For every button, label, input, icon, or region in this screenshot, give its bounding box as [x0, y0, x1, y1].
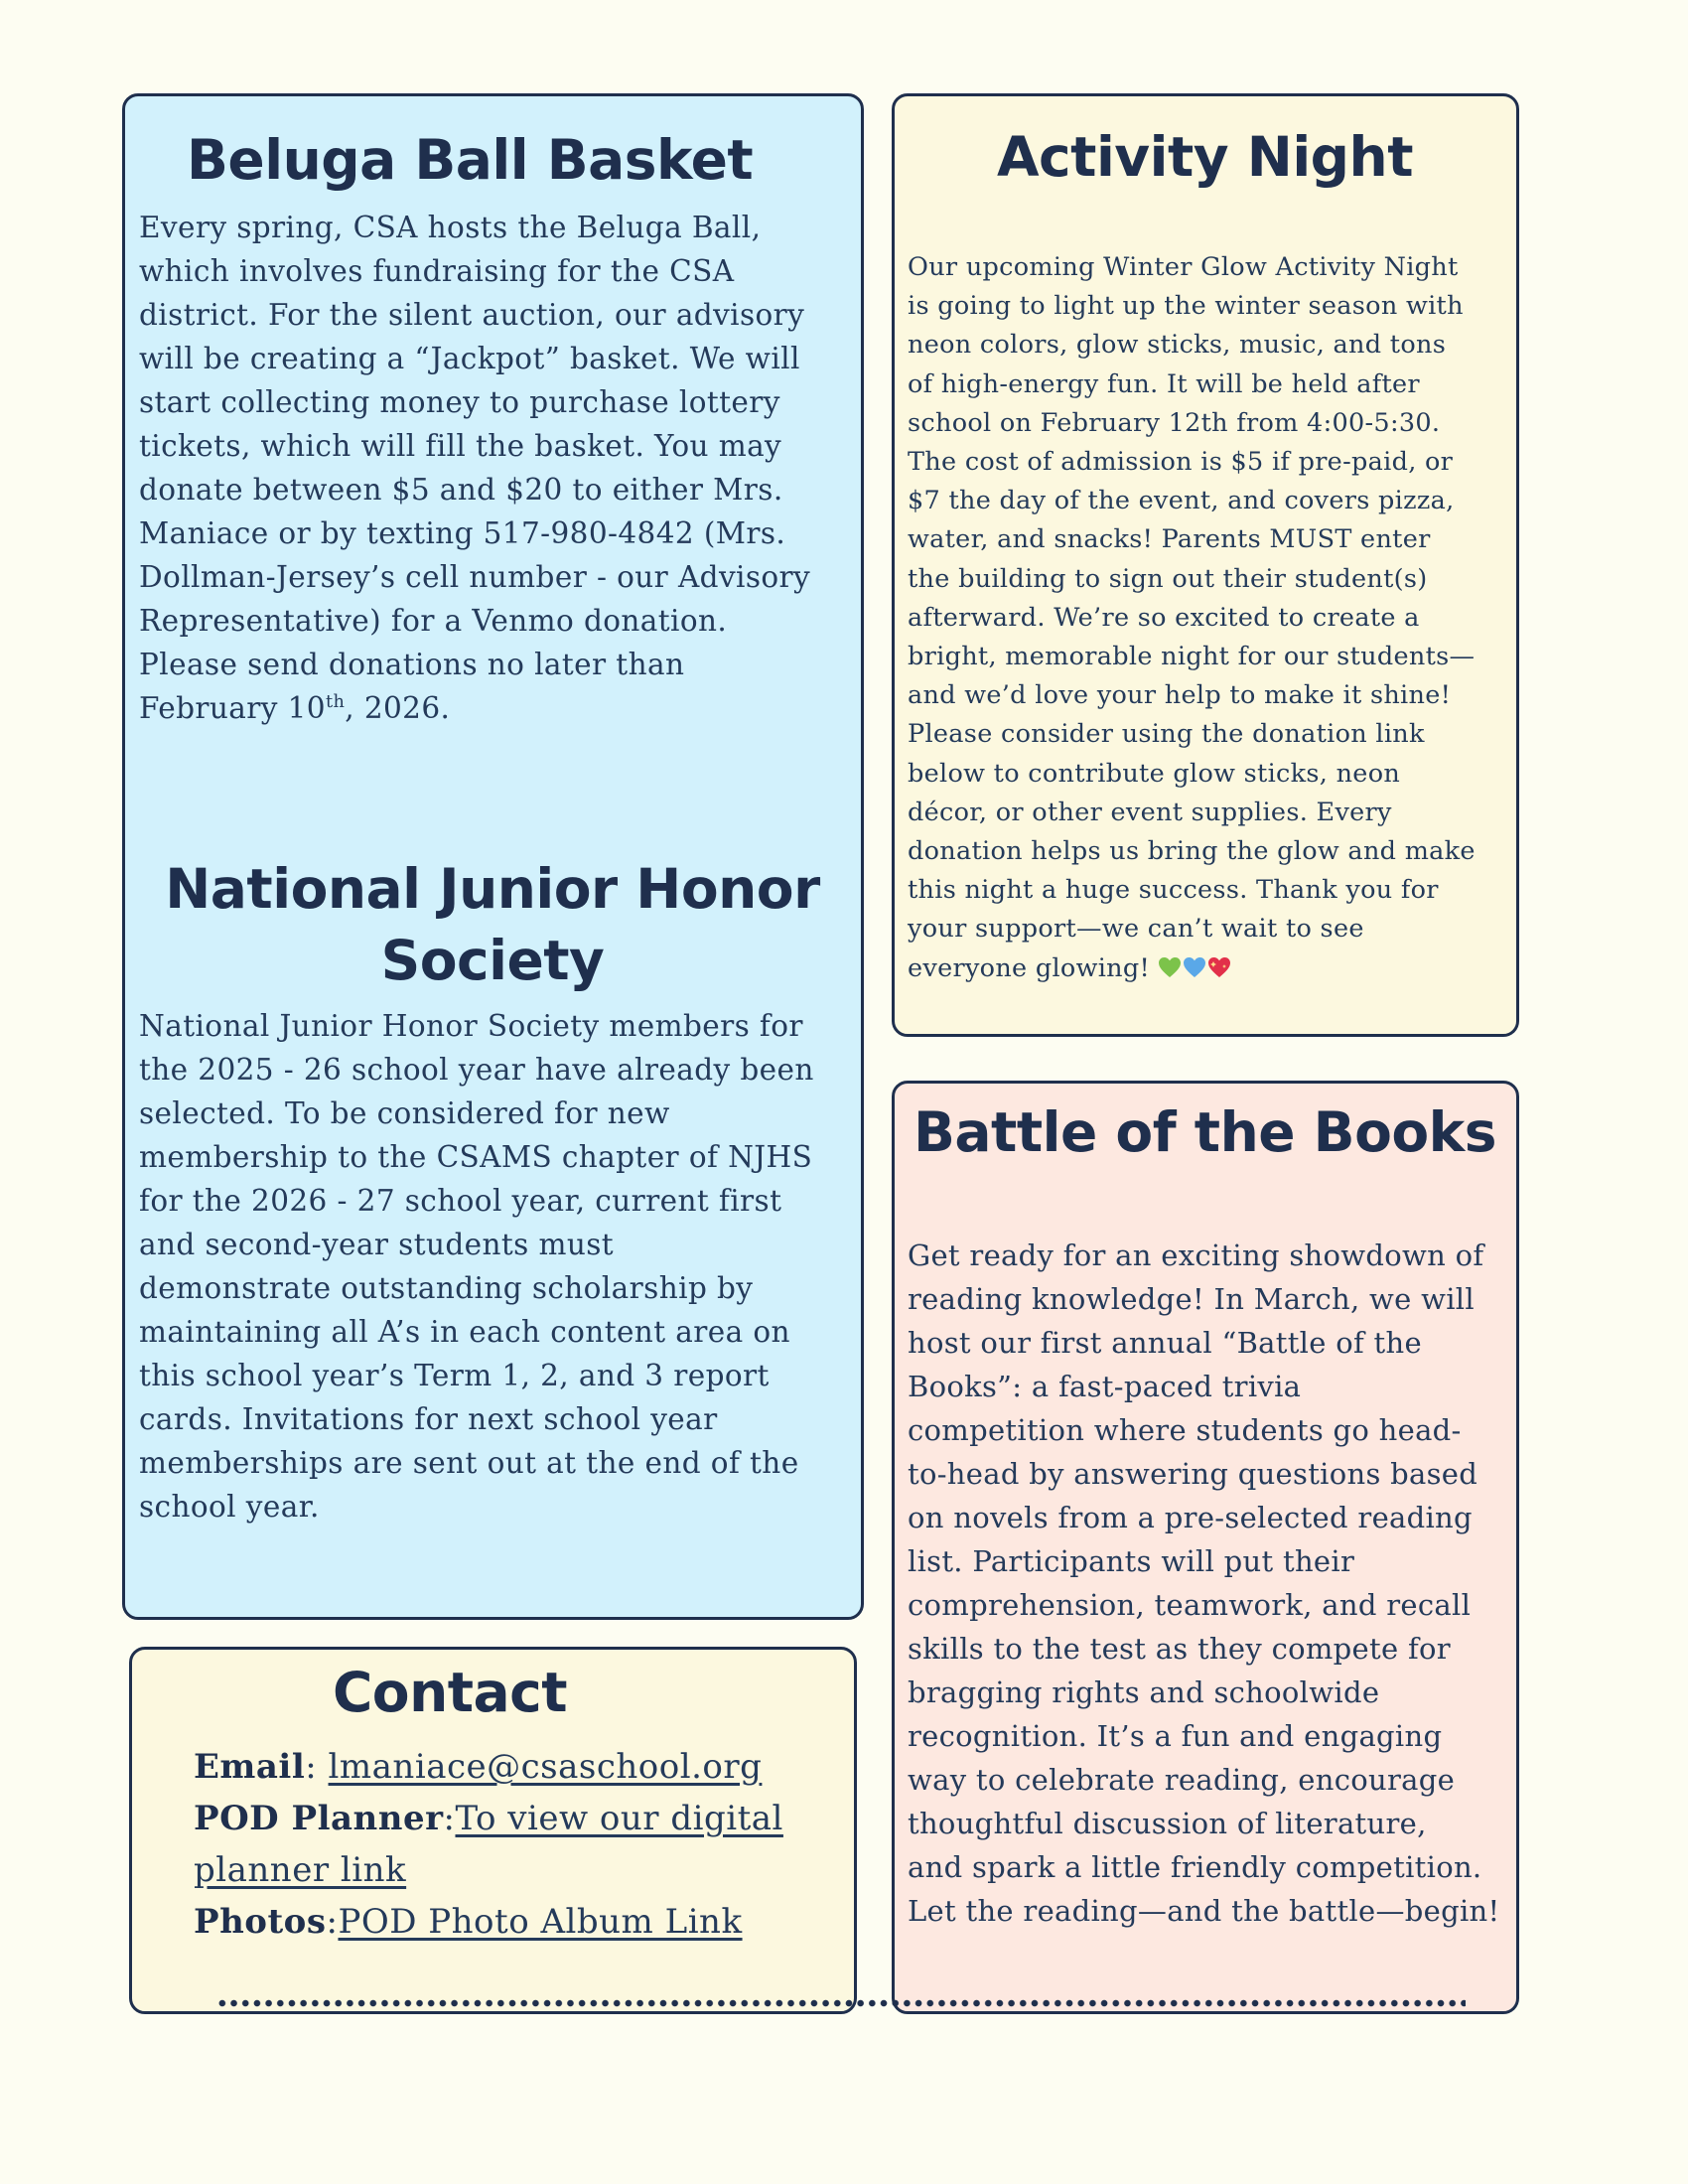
beluga-line: which involves fundraising for the CSA	[139, 254, 735, 288]
njhs-line: selected. To be considered for new	[139, 1096, 670, 1130]
beluga-line: Maniace or by texting 517-980-4842 (Mrs.	[139, 516, 786, 550]
battle-line: and spark a little friendly competition.	[908, 1850, 1482, 1884]
njhs-title-line: National Junior Honor	[165, 857, 820, 921]
battle-line: Get ready for an exciting showdown of	[908, 1238, 1484, 1272]
beluga-title: Beluga Ball Basket	[187, 128, 754, 192]
email-row	[194, 1741, 783, 1793]
activity-line: your support—we can’t wait to see	[908, 914, 1364, 945]
beluga-line: Representative) for a Venmo donation.	[139, 604, 728, 638]
photos-separator: :	[326, 1902, 339, 1942]
njhs-line: memberships are sent out at the end of the	[139, 1446, 799, 1480]
activity-line: afterward. We’re so excited to create a	[908, 602, 1420, 633]
njhs-line: demonstrate outstanding scholarship by	[139, 1271, 754, 1305]
photos-label: Photos	[194, 1902, 327, 1942]
beluga-njhs-card	[122, 93, 864, 1620]
activity-line: bright, memorable night for our students—	[908, 642, 1476, 672]
njhs-line: National Junior Honor Society members for	[139, 1009, 803, 1043]
activity-line: neon colors, glow sticks, music, and tons	[908, 330, 1447, 361]
green-heart-icon	[1158, 956, 1182, 978]
activity-line: $7 the day of the event, and covers pizza,	[908, 486, 1455, 516]
beluga-deadline-line	[139, 686, 810, 730]
activity-line: school on February 12th from 4:00-5:30.	[908, 407, 1441, 438]
activity-line: Our upcoming Winter Glow Activity Night	[908, 252, 1459, 282]
deadline-date: February 10	[139, 691, 326, 725]
battle-line: skills to the test as they compete for	[908, 1632, 1451, 1666]
njhs-line: the 2025 - 26 school year have already been	[139, 1053, 814, 1087]
njhs-line: membership to the CSAMS chapter of NJHS	[139, 1140, 813, 1174]
beluga-line: Dollman-Jersey’s cell number - our Advisory	[139, 560, 811, 594]
beluga-line: district. For the silent auction, our advisory	[139, 298, 805, 332]
pod-planner-row-cont	[194, 1844, 783, 1896]
email-separator: :	[305, 1747, 329, 1787]
battle-line: bragging rights and schoolwide	[908, 1675, 1380, 1709]
activity-line: is going to light up the winter season with	[908, 291, 1464, 322]
activity-line: The cost of admission is $5 if pre-paid, or	[908, 447, 1454, 478]
njhs-line: cards. Invitations for next school year	[139, 1402, 718, 1436]
activity-line: below to contribute glow sticks, neon	[908, 758, 1401, 789]
battle-line: host our first annual “Battle of the	[908, 1326, 1422, 1360]
njhs-line: for the 2026 - 27 school year, current first	[139, 1184, 782, 1218]
njhs-line: and second-year students must	[139, 1228, 615, 1261]
njhs-title	[125, 853, 860, 996]
deadline-year: , 2026.	[345, 691, 451, 725]
pod-planner-link[interactable]: To view our digital	[455, 1799, 783, 1838]
beluga-line: donate between $5 and $20 to either Mrs.	[139, 473, 783, 507]
battle-line: Books”: a fast-paced trivia	[908, 1370, 1302, 1403]
activity-last-line	[908, 949, 1476, 988]
beluga-line: will be creating a “Jackpot” basket. We will	[139, 342, 800, 375]
beluga-line: Please send donations no later than	[139, 648, 685, 681]
sparkling-heart-icon	[1207, 956, 1231, 978]
ordinal-suffix: th	[325, 692, 346, 713]
pod-planner-label: POD Planner	[194, 1799, 444, 1838]
battle-line: reading knowledge! In March, we will	[908, 1282, 1475, 1316]
activity-line: and we’d love your help to make it shine!	[908, 680, 1452, 711]
beluga-line: tickets, which will fill the basket. You may	[139, 429, 782, 463]
battle-of-books-card	[892, 1081, 1519, 2014]
email-label: Email	[194, 1747, 306, 1787]
activity-line: Please consider using the donation link	[908, 719, 1425, 750]
pod-planner-row	[194, 1793, 783, 1844]
battle-line: list. Participants will put their	[908, 1544, 1355, 1578]
njhs-line: maintaining all A’s in each content area on	[139, 1315, 790, 1349]
contact-body	[194, 1741, 783, 1948]
activity-line: this night a huge success. Thank you for	[908, 875, 1439, 906]
battle-line: way to celebrate reading, encourage	[908, 1763, 1456, 1797]
pod-planner-separator: :	[443, 1799, 456, 1838]
battle-line: thoughtful discussion of literature,	[908, 1807, 1427, 1840]
photos-row	[194, 1896, 783, 1948]
dotted-divider	[216, 1999, 1466, 2007]
battle-line: comprehension, teamwork, and recall	[908, 1588, 1472, 1622]
beluga-body	[139, 206, 810, 730]
njhs-body	[139, 1004, 814, 1529]
battle-line: Let the reading—and the battle—begin!	[908, 1894, 1500, 1928]
activity-night-card	[892, 93, 1519, 1037]
activity-line: donation helps us bring the glow and make	[908, 836, 1476, 867]
activity-line: décor, or other event supplies. Every	[908, 797, 1392, 827]
battle-title: Battle of the Books	[914, 1100, 1496, 1164]
activity-line: of high-energy fun. It will be held after	[908, 368, 1420, 399]
beluga-line: Every spring, CSA hosts the Beluga Ball,	[139, 211, 762, 244]
battle-line: on novels from a pre-selected reading	[908, 1501, 1473, 1534]
activity-line: everyone glowing!	[908, 952, 1159, 983]
battle-line: competition where students go head-	[908, 1413, 1462, 1447]
contact-title: Contact	[332, 1661, 568, 1724]
activity-body	[908, 248, 1476, 988]
beluga-line: start collecting money to purchase lottery	[139, 385, 780, 419]
blue-heart-icon	[1183, 956, 1206, 978]
battle-body	[908, 1234, 1499, 1933]
activity-line: water, and snacks! Parents MUST enter	[908, 524, 1431, 555]
contact-card	[129, 1647, 857, 2014]
photo-album-link[interactable]: POD Photo Album Link	[338, 1902, 743, 1942]
njhs-line: this school year’s Term 1, 2, and 3 report	[139, 1359, 770, 1392]
njhs-line: school year.	[139, 1490, 320, 1524]
njhs-title-line: Society	[380, 929, 605, 992]
battle-line: to-head by answering questions based	[908, 1457, 1478, 1491]
email-link[interactable]: lmaniace@csaschool.org	[328, 1747, 763, 1787]
pod-planner-link-cont[interactable]: planner link	[194, 1850, 407, 1890]
battle-line: recognition. It’s a fun and engaging	[908, 1719, 1443, 1753]
activity-title: Activity Night	[996, 125, 1413, 189]
activity-line: the building to sign out their student(s)	[908, 563, 1428, 594]
